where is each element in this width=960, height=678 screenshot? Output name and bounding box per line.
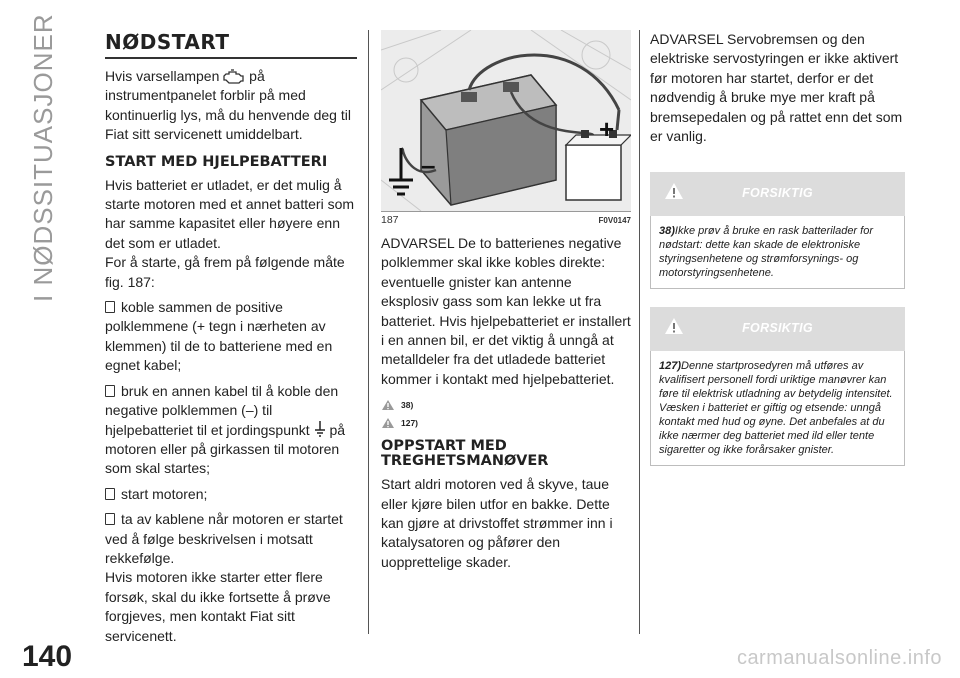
intro-paragraph (105, 67, 357, 145)
caution-text: Denne startprosedyren må utføres av kvalifisert personell fordi uriktige manøvrer kan føre til elektrisk utladning av betydelig intensitet. Væsken i batteriet er giftig og etsende: unngå kontakt med hud og øyne. Det anbefales at du ikke nærmer deg batteriet med ild eller tente sigaretter og ikke forårsaker gnister. (659, 360, 893, 457)
column-divider (639, 30, 640, 634)
bullet-text: bruk en annen kabel til å koble den negative polklemmen (–) til hjelpebatteriet til et jordingspunkt (105, 382, 339, 438)
checkbox-bullet-icon (105, 488, 115, 500)
bullet-item (105, 298, 357, 376)
reference-number: 127) (401, 418, 419, 429)
page-number: 140 (22, 640, 73, 673)
side-title-text: I NØDSSITUASJONER (28, 13, 58, 302)
bullet-item (105, 485, 357, 504)
caution-box (650, 170, 905, 289)
figure-minus-label: – (421, 150, 436, 180)
battery-illustration (381, 30, 631, 211)
intro-text-b: på instrumentpanelet forblir på med kontinuerlig lys, må du henvende deg til Fiat sitt servicenett umiddelbart. (105, 68, 351, 143)
column-1 (105, 30, 357, 646)
column-3 (650, 30, 905, 466)
section-title: NØDSTART (105, 30, 357, 59)
paragraph-3: Hvis motoren ikke starter etter flere forsøk, skal du ikke fortsette å prøve forgjeves, men kontakt Fiat sitt servicenett. (105, 569, 331, 644)
warning-triangle-icon (381, 417, 395, 429)
bullet-text: koble sammen de positive polklemmene (+ tegn i nærheten av klemmen) til de to batteriene med en egnet kabel; (105, 299, 333, 374)
caution-number: 38) (659, 225, 675, 238)
checkbox-bullet-icon (105, 301, 115, 313)
column-divider (368, 30, 369, 634)
figure-number: 187 (381, 214, 399, 226)
bullet-text: ta av kablene når motoren er startet ved å følge beskrivelsen i motsatt rekkefølge. (105, 511, 343, 566)
intro-text-a: Hvis varsellampen (105, 68, 220, 84)
warning-paragraph: ADVARSEL Servobremsen og den elektriske servostyringen er ikke aktivert før motoren har startet, derfor er det nødvendig å bruke mye mer kraft på bremsepedalen og på rattet enn det som er vanlig. (650, 31, 903, 145)
column-2 (381, 30, 631, 572)
warning-triangle-icon (381, 399, 395, 411)
figure-caption (381, 211, 631, 226)
caution-box (650, 305, 905, 466)
bullet-item (105, 382, 357, 479)
side-section-title (22, 13, 62, 432)
caution-text: Ikke prøv å bruke en rask batterilader for nødstart: dette kan skade de elektroniske styringsenhetene og strømforsynings- og motorstyringsenhetene. (659, 225, 873, 280)
subsection-title: OPPSTART MED TREGHETSMANØVER (381, 438, 549, 470)
engine-warning-icon (223, 68, 245, 84)
bullet-text: på motoren eller på girkassen til motoren som skal startes; (105, 421, 346, 477)
figure-code: F0V0147 (598, 216, 631, 225)
reference-number: 38) (401, 400, 414, 411)
reference-38 (381, 399, 631, 411)
caution-header (650, 307, 905, 351)
caution-number: 127) (659, 360, 682, 373)
bullet-item (105, 510, 357, 568)
caution-body (650, 216, 905, 289)
warning-paragraph: ADVARSEL De to batterienes negative polklemmer skal ikke kobles direkte: eventuelle gnister kan antenne eksplosiv gass som kan lekke ut fra batteriet. Hvis hjelpebatteriet er installert i en annen bil, er det viktig å unngå at metalldeler fra det utladede batteriet kommer i kontakt med hjelpebatteriet. (381, 235, 631, 387)
caution-body (650, 351, 905, 466)
watermark: carmanualsonline.info (736, 647, 942, 669)
caution-title: FORSIKTIG (742, 186, 813, 201)
bullet-text: start motoren; (121, 485, 208, 502)
caution-title: FORSIKTIG (742, 321, 813, 336)
paragraph: Start aldri motoren ved å skyve, taue eller kjøre bilen utfor en bakke. Dette kan gjøre at drivstoffet strømmer inn i katalysatoren og påfører den uopprettelige skader. (381, 476, 613, 570)
paragraph-1: Hvis batteriet er utladet, er det mulig å starte motoren med et annet batteri som har samme kapasitet eller høyere enn det som er utladet. (105, 176, 355, 251)
subsection-title: START MED HJELPEBATTERI (105, 153, 328, 170)
jump-start-figure (381, 30, 631, 211)
reference-127 (381, 417, 631, 429)
checkbox-bullet-icon (105, 513, 115, 525)
ground-symbol-icon (314, 421, 326, 437)
checkbox-bullet-icon (105, 385, 115, 397)
paragraph-2: For å starte, gå frem på følgende måte fig. 187: (105, 254, 345, 290)
figure-plus-label: + (599, 114, 615, 144)
caution-header (650, 172, 905, 216)
